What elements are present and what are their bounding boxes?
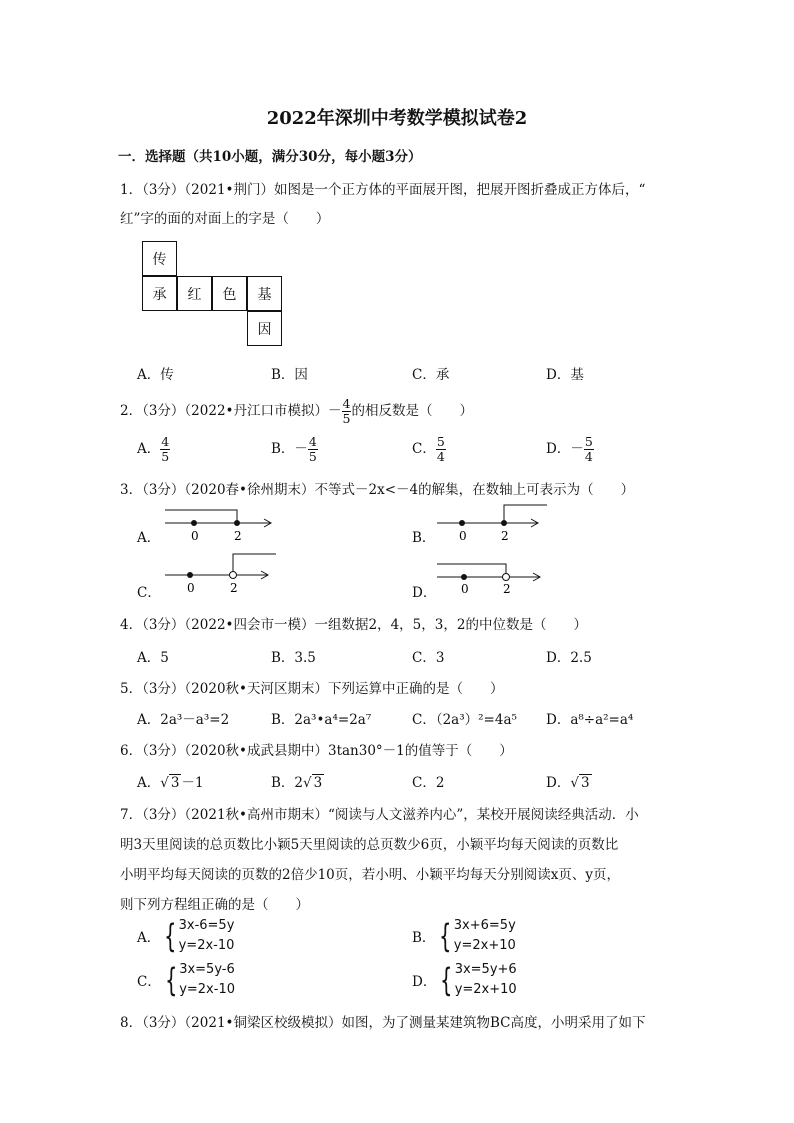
- q3-option-b-label[interactable]: B．: [412, 530, 436, 546]
- q3-option-d-label[interactable]: D．: [412, 585, 437, 601]
- q2-option-d[interactable]: D．－ $\frac{5}{4}$: [546, 434, 593, 464]
- number-line-d: [432, 555, 552, 595]
- q4-option-a[interactable]: A．5: [137, 650, 169, 666]
- q4-option-d[interactable]: D．2.5: [546, 650, 592, 666]
- page-title: 2022年深圳中考数学模拟试卷2: [266, 108, 528, 129]
- tick-label-2: 2: [234, 529, 242, 542]
- q2-option-a[interactable]: A． $\frac{4}{5}$: [137, 434, 170, 464]
- section-heading: 一．选择题（共10小题，满分30分，每小题3分）: [118, 149, 422, 165]
- q5-option-d[interactable]: D．a⁸÷a²=a⁴: [546, 712, 634, 728]
- q6-option-d[interactable]: D．√ 3: [546, 775, 590, 791]
- q7-option-c[interactable]: C． { 3x=5y-6 y=2x-10: [137, 961, 235, 999]
- q6-option-b[interactable]: B．2√ 3: [271, 775, 323, 791]
- question-7-line-3: 小明平均每天阅读的页数的2倍少10页，若小明、小颖平均每天分别阅读x页、y页，: [120, 867, 621, 883]
- q2-option-b[interactable]: B．－ $\frac{4}{5}$: [271, 434, 317, 464]
- net-cell: 基: [247, 276, 282, 311]
- net-cell: 承: [142, 276, 177, 311]
- q3-option-c-label[interactable]: C．: [137, 585, 161, 601]
- question-3: 3．（3分）（2020春•徐州期末）不等式－2x<－4的解集，在数轴上可表示为（ ）: [120, 482, 635, 498]
- q3-option-a-label[interactable]: A．: [137, 530, 161, 546]
- tick-label-0: 0: [187, 581, 195, 594]
- question-6: 6．（3分）（2020秋•成武县期中）3tan30°－1的值等于（ ）: [120, 743, 513, 759]
- tick-label-2: 2: [230, 581, 238, 594]
- q1-option-d[interactable]: D．基: [546, 367, 584, 383]
- question-8: 8．（3分）（2021•铜梁区校级模拟）如图，为了测量某建筑物BC高度，小明采用了如下: [120, 1015, 646, 1031]
- net-cell: 色: [212, 276, 247, 311]
- q6-option-a[interactable]: A．√ 3 －1: [137, 775, 204, 791]
- q4-option-c[interactable]: C．3: [412, 650, 445, 666]
- q5-option-c[interactable]: C．（2a³）²=4a⁵: [412, 712, 517, 728]
- q7-option-d[interactable]: D． { 3x=5y+6 y=2x+10: [412, 961, 517, 999]
- tick-label-0: 0: [191, 529, 199, 542]
- tick-label-2: 2: [501, 529, 509, 542]
- question-7-line-1: 7．（3分）（2021秋•高州市期末）“阅读与人文滋养内心”，某校开展阅读经典活动．小: [120, 807, 639, 823]
- question-1-line-1: 1．（3分）（2021•荆门）如图是一个正方体的平面展开图，把展开图折叠成正方体后，“: [120, 182, 646, 198]
- fraction: $\frac{4}{5}$: [342, 396, 351, 426]
- number-line-a: [160, 502, 280, 542]
- question-4: 4．（3分）（2022•四会市一模）一组数据2，4，5，3，2的中位数是（ ）: [120, 617, 587, 633]
- q1-option-b[interactable]: B．因: [271, 367, 308, 383]
- q7-option-a[interactable]: A． { 3x-6=5y y=2x-10: [137, 917, 235, 955]
- question-7-line-4: 则下列方程组正确的是（ ）: [120, 897, 309, 913]
- number-line-c: [160, 550, 280, 594]
- question-2: 2．（3分）（2022•丹江口市模拟）－ $\frac{4}{5}$ 的相反数是（ ）: [120, 396, 473, 426]
- tick-label-2: 2: [503, 582, 511, 595]
- tick-label-0: 0: [459, 529, 467, 542]
- question-5: 5．（3分）（2020秋•天河区期末）下列运算中正确的是（ ）: [120, 681, 504, 697]
- net-cell: 传: [142, 241, 177, 276]
- net-cell: 因: [247, 311, 282, 346]
- q5-option-a[interactable]: A．2a³－a³=2: [137, 712, 230, 728]
- tick-label-0: 0: [461, 582, 469, 595]
- question-1-line-2: 红”字的面的对面上的字是（ ）: [120, 211, 330, 227]
- question-7-line-2: 明3天里阅读的总页数比小颖5天里阅读的总页数少6页，小颖平均每天阅读的页数比: [120, 837, 619, 853]
- q5-option-b[interactable]: B．2a³•a⁴=2a⁷: [271, 712, 372, 728]
- q6-option-c[interactable]: C．2: [412, 775, 445, 791]
- q1-option-c[interactable]: C．承: [412, 367, 450, 383]
- q4-option-b[interactable]: B．3.5: [271, 650, 316, 666]
- q7-option-b[interactable]: B． { 3x+6=5y y=2x+10: [412, 917, 516, 955]
- q2-option-c[interactable]: C． $\frac{5}{4}$: [412, 434, 445, 464]
- q1-option-a[interactable]: A．传: [137, 367, 174, 383]
- net-cell: 红: [177, 276, 212, 311]
- number-line-b: [432, 502, 552, 542]
